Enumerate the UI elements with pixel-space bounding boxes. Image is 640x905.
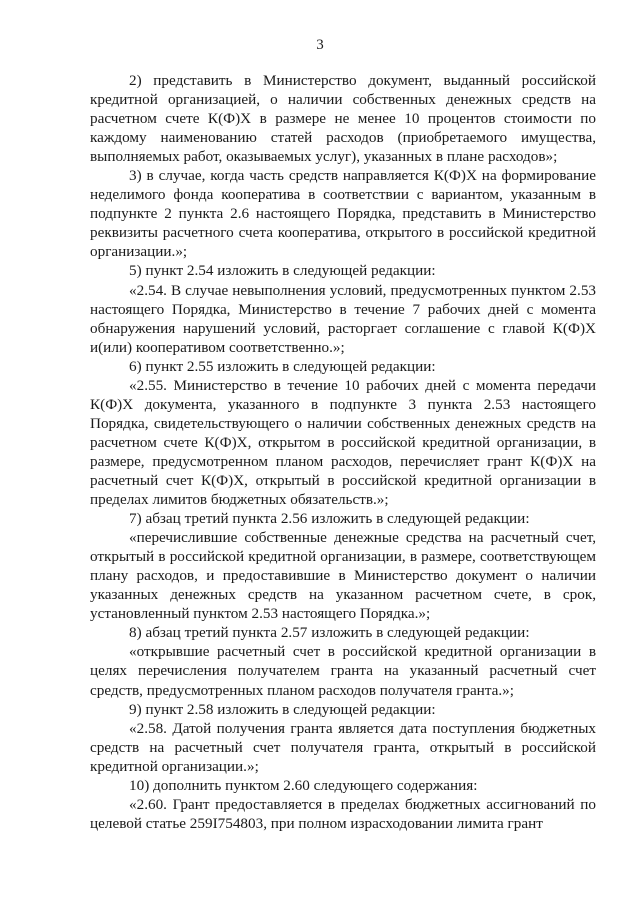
paragraph-clause-2-58: «2.58. Датой получения гранта является дата поступления бюджетных средств на расчетный счет получателя гранта, открытый в российской кредитной организации.»;: [90, 719, 596, 775]
paragraph-subitem-3: 3) в случае, когда часть средств направляется К(Ф)Х на формирование неделимого фонда кооператива в соответствии с вариантом, указанным в подпункте 2 пункта 2.6 настоящего Порядка, представить в Министерство реквизиты расчетного счета кооператива, открытого в российской кредитной организации.»;: [90, 167, 596, 261]
page-number: 3: [316, 37, 324, 53]
paragraph-clause-2-60: «2.60. Грант предоставляется в пределах бюджетных ассигнований по целевой статье 259I754803, при полном израсходовании лимита грант: [90, 795, 596, 832]
document-body: [90, 71, 596, 833]
paragraph-amend-7-heading: 7) абзац третий пункта 2.56 изложить в следующей редакции:: [129, 510, 530, 528]
paragraph-amend-9-heading: 9) пункт 2.58 изложить в следующей редакции:: [129, 700, 436, 718]
paragraph-clause-2-56-text: «перечислившие собственные денежные средства на расчетный счет, открытый в российской кредитной организации, в размере, соответствующем плану расходов, и предоставившие в Министерство документ о наличии указанных денежных средств на указанном расчетном счете, в срок, установленный пунктом 2.53 настоящего Порядка.»;: [90, 529, 596, 623]
paragraph-clause-2-54: «2.54. В случае невыполнения условий, предусмотренных пунктом 2.53 настоящего Порядка, Министерство в течение 7 рабочих дней с момента обнаружения нарушений условий, расторгает соглашение с главой К(Ф)Х и(или) кооперативом соответственно.»;: [90, 281, 596, 356]
paragraph-amend-8-heading: 8) абзац третий пункта 2.57 изложить в следующей редакции:: [129, 624, 530, 642]
paragraph-amend-6-heading: 6) пункт 2.55 изложить в следующей редакции:: [129, 357, 436, 375]
paragraph-subitem-2: 2) представить в Министерство документ, выданный российской кредитной организацией, о наличии собственных денежных средств на расчетном счете К(Ф)Х в размере не менее 10 процентов стоимости по каждому наименованию статей расходов (приобретаемого имущества, выполняемых работ, оказываемых услуг), указанных в плане расходов»;: [90, 72, 596, 166]
paragraph-amend-10-heading: 10) дополнить пунктом 2.60 следующего содержания:: [129, 776, 478, 794]
paragraph-amend-5-heading: 5) пункт 2.54 изложить в следующей редакции:: [129, 262, 436, 280]
paragraph-clause-2-55: «2.55. Министерство в течение 10 рабочих дней с момента передачи К(Ф)Х документа, указанного в подпункте 3 пункта 2.53 настоящего Порядка, свидетельствующего о наличии собственных денежных средств на расчетном счете К(Ф)Х, открытом в российской кредитной организации, в размере, предусмотренном планом расходов, перечисляет грант К(Ф)Х на расчетный счет К(Ф)Х, открытый в российской кредитной организации в пределах лимитов бюджетных обязательств.»;: [90, 376, 596, 509]
paragraph-clause-2-57-text: «открывшие расчетный счет в российской кредитной организации в целях перечисления получателем гранта на указанный расчетный счет средств, предусмотренных планом расходов получателя гранта.»;: [90, 643, 596, 699]
